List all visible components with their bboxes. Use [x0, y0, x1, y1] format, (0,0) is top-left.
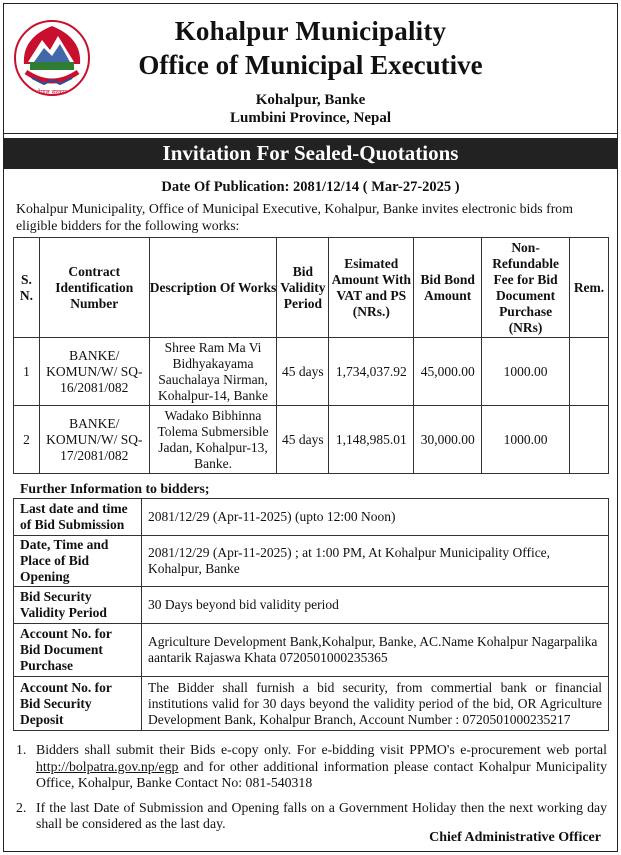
- cell-fee: 1000.00: [482, 406, 570, 474]
- note-item: [16, 742, 607, 792]
- note-item: [16, 800, 607, 833]
- cell-description: Wadako Bibhinna Tolema Submersible Jadan, Kohalpur-13, Banke.: [149, 406, 277, 474]
- further-info-heading: Further Information to bidders;: [20, 481, 210, 496]
- cell-estimated-amount: 1,148,985.01: [329, 406, 414, 474]
- info-row: [14, 624, 609, 677]
- table-row: [14, 338, 609, 406]
- intro-text: Kohalpur Municipality, Office of Municipal Executive, Kohalpur, Banke invites electronic bids from eligible bidders for the following works:: [16, 201, 573, 233]
- notes: [16, 742, 607, 841]
- info-row: [14, 587, 609, 624]
- col-header-contract-id: Contract Identification Number: [39, 238, 149, 338]
- cell-validity: 45 days: [277, 338, 329, 406]
- col-header-estimated-amount: Esimated Amount With VAT and PS (NRs.): [329, 238, 414, 338]
- note-text: If the last Date of Submission and Opening falls on a Government Holiday then the next working day shall be considered as the last day.: [36, 799, 607, 831]
- table-header-row: [14, 238, 609, 338]
- note-text-part: Bidders shall submit their Bids e-copy only. For e-bidding visit PPMO's e-procurement web portal: [36, 742, 607, 757]
- cell-bid-bond: 30,000.00: [414, 406, 482, 474]
- col-header-sn: S. N.: [14, 238, 40, 338]
- works-table: [13, 237, 609, 474]
- info-key: Account No. for Bid Security Deposit: [14, 677, 142, 731]
- header: [4, 4, 617, 134]
- info-value: 2081/12/29 (Apr-11-2025) (upto 12:00 Noon): [142, 499, 609, 536]
- cell-bid-bond: 45,000.00: [414, 338, 482, 406]
- info-value: 30 Days beyond bid validity period: [142, 587, 609, 624]
- info-row: [14, 536, 609, 587]
- note-text-part: and for other additional information please contact Kohalpur Municipality Office, Kohalpur, Banke Contact No: 081-540318: [36, 758, 607, 790]
- cell-contract-id: BANKE/ KOMUN/W/ SQ-17/2081/082: [39, 406, 149, 474]
- note-text: [36, 742, 607, 792]
- cell-remarks: [570, 406, 609, 474]
- egp-portal-link[interactable]: http://bolpatra.gov.np/egp: [36, 758, 179, 774]
- cell-fee: 1000.00: [482, 338, 570, 406]
- further-info-table: [13, 498, 609, 731]
- info-value: Agriculture Development Bank,Kohalpur, Banke, AC.Name Kohalpur Nagarpalika aantarik Rajaswa Khata 0720501000235365: [142, 624, 609, 677]
- cell-validity: 45 days: [277, 406, 329, 474]
- cell-contract-id: BANKE/ KOMUN/W/ SQ-16/2081/082: [39, 338, 149, 406]
- col-header-validity: Bid Validity Period: [277, 238, 329, 338]
- signature: Chief Administrative Officer: [429, 830, 601, 845]
- table-row: [14, 406, 609, 474]
- publication-date: Date Of Publication: 2081/12/14 ( Mar-27-2025 ): [161, 179, 460, 195]
- cell-remarks: [570, 338, 609, 406]
- info-row: [14, 499, 609, 536]
- info-key: Account No. for Bid Document Purchase: [14, 624, 142, 677]
- cell-estimated-amount: 1,734,037.92: [329, 338, 414, 406]
- cell-sn: 1: [14, 338, 40, 406]
- col-header-description: Description Of Works: [149, 238, 277, 338]
- note-number: 1.: [16, 742, 27, 757]
- address-line-2: Lumbini Province, Nepal: [230, 110, 391, 126]
- info-key: Bid Security Validity Period: [14, 587, 142, 624]
- col-header-bid-bond: Bid Bond Amount: [414, 238, 482, 338]
- info-key: Last date and time of Bid Submission: [14, 499, 142, 536]
- info-row: [14, 677, 609, 731]
- municipality-title: Kohalpur Municipality: [174, 16, 447, 46]
- logo-text: नेपाल सरकार: [37, 89, 67, 96]
- notice-page: [3, 3, 618, 852]
- address-line-1: Kohalpur, Banke: [255, 92, 366, 108]
- col-header-remarks: Rem.: [570, 238, 609, 338]
- office-title: Office of Municipal Executive: [138, 50, 483, 80]
- info-key: Date, Time and Place of Bid Opening: [14, 536, 142, 587]
- col-header-fee: Non-Refundable Fee for Bid Document Purchase (NRs): [482, 238, 570, 338]
- note-number: 2.: [16, 799, 27, 815]
- cell-description: Shree Ram Ma Vi Bidhyakayama Sauchalaya Nirman, Kohalpur-14, Banke: [149, 338, 277, 406]
- cell-sn: 2: [14, 406, 40, 474]
- notice-banner: Invitation For Sealed-Quotations: [4, 138, 617, 169]
- info-value: The Bidder shall furnish a bid security, from commertial bank or financial institutions valid for 30 days beyond the validity period of the bid, OR Agriculture Development Bank, Kohalpur Branch, Account Number : 0720501000235217: [142, 677, 609, 731]
- info-value: 2081/12/29 (Apr-11-2025) ; at 1:00 PM, At Kohalpur Municipality Office, Kohalpur, Banke: [142, 536, 609, 587]
